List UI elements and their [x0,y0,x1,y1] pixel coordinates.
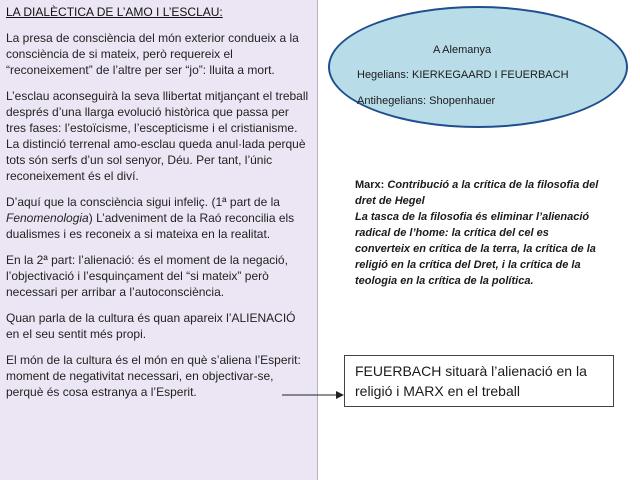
marx-heading [355,177,605,209]
paragraph-text: El món de la cultura és el món en què s’aliena l’Esperit: moment de negativitat necessari, en objectivar-se, perquè és cosa estranya a l’Esperit. [6,353,301,399]
section-title: LA DIALÈCTICA DE L’AMO I L’ESCLAU: [6,5,223,19]
paragraph-consciencia-infeliç [6,194,311,242]
marx-work-title: Contribució a la crítica de la filosofia del dret de Hegel [355,179,599,207]
marx-quote: La tasca de la filosofia és eliminar l’alienació radical de l’home: la crítica del cel es converteix en crítica de la terra, la crítica de la religió en la crítica del Dret, i la crítica de la teologia en la crítica de la política. [355,211,596,287]
paragraph-text: L’esclau aconseguirà la seva llibertat mitjançant el treball després d’una llarga evolució històrica que passa per tres fases: l’estoïcisme, l’escepticisme i el cristianisme. La distinció terrenal amo-esclau queda anul·lada perquè tots són serfs d’un sol senyor, Déu. Per tant, l’únic reconeixement és el diví. [6,89,309,183]
paragraph-cultura [6,310,311,342]
paragraph-text: La presa de consciència del món exterior condueix a la consciència de si mateix, però requereix el “reconeixement” de l’altre per ser “jo”: lluita a mort. [6,31,299,77]
arrow-icon [282,389,346,401]
ellipse-title: A Alemanya [433,44,492,56]
paragraph-esperit [6,352,311,400]
paragraph-text: Quan parla de la cultura és quan apareix l’ALIENACIÓ en el seu sentit més propi. [6,311,296,341]
germany-ellipse [328,6,628,128]
paragraph-emphasis: Fenomenologia [6,211,89,225]
left-text-panel [0,0,318,480]
marx-author: Marx: [355,179,385,191]
marx-section [355,177,605,289]
paragraph-text: En la 2ª part: l’alienació: és el moment de la negació, l’objectivació i l’esquinçament del “si mateix” però necessari per arribar a l’autoconsciència. [6,253,288,299]
paragraph-esclau [6,88,311,184]
conclusion-box: FEUERBACH situarà l’alienació en la religió i MARX en el treball [344,355,614,407]
paragraph-text: D’aquí que la consciència sigui infeliç. (1ª part de la [6,195,280,209]
paragraph-text: ) L’adveniment de la Raó reconcilia els dualismes i es reconeix a si mateixa en la realitat. [6,211,295,241]
antihegelians-line: Antihegelians: Shopenhauer [357,95,496,107]
paragraph-reconeixement [6,30,311,78]
hegelians-line: Hegelians: KIERKEGAARD I FEUERBACH [357,69,569,81]
paragraph-alienacio [6,252,311,300]
